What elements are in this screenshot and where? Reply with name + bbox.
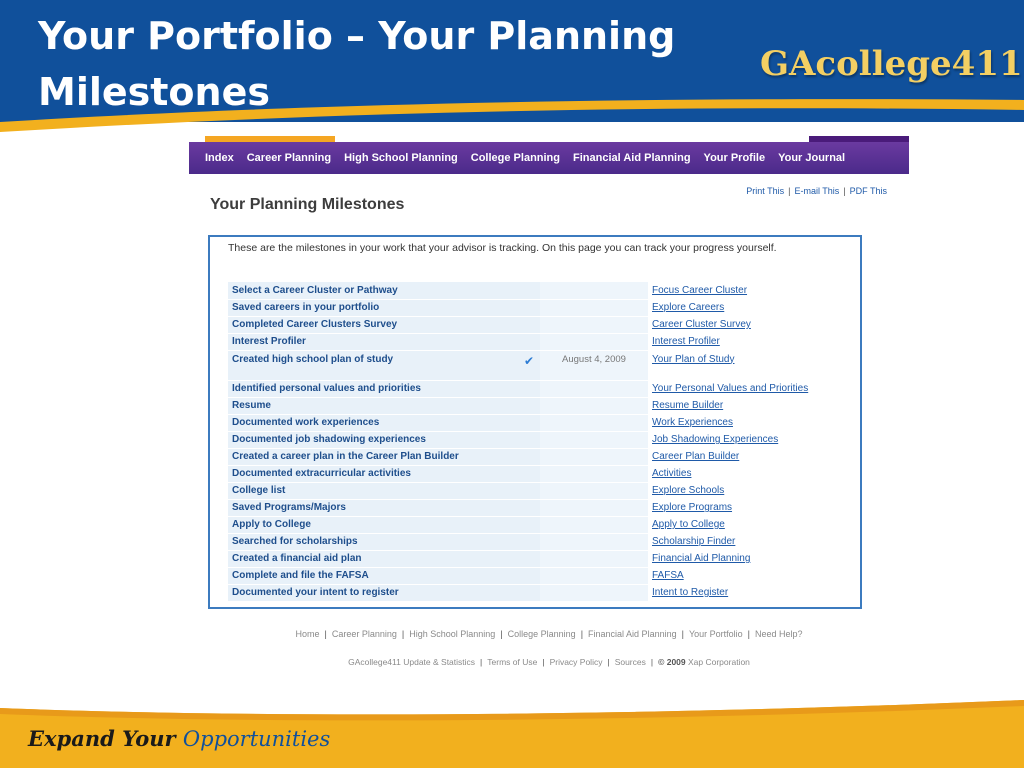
- milestone-row: [228, 516, 848, 533]
- milestone-date: [540, 533, 648, 550]
- milestone-link[interactable]: Explore Programs: [648, 499, 848, 516]
- milestone-date: [540, 431, 648, 448]
- milestone-date: August 4, 2009: [540, 350, 648, 380]
- footer-separator: |: [542, 657, 545, 667]
- milestone-label: Saved Programs/Majors: [228, 499, 518, 516]
- milestone-date: [540, 465, 648, 482]
- nav-item-index[interactable]: Index: [205, 152, 234, 164]
- checkmark-icon: [518, 333, 540, 350]
- milestone-link[interactable]: Job Shadowing Experiences: [648, 431, 848, 448]
- nav-item-career-planning[interactable]: Career Planning: [246, 152, 332, 164]
- checkmark-icon: [518, 282, 540, 299]
- footer-link[interactable]: High School Planning: [409, 629, 496, 639]
- tagline-part2: Opportunities: [182, 727, 331, 751]
- milestone-row: [228, 333, 848, 350]
- milestone-row: [228, 584, 848, 601]
- milestone-date: [540, 333, 648, 350]
- checkmark-icon: [518, 397, 540, 414]
- milestone-link[interactable]: Career Plan Builder: [648, 448, 848, 465]
- milestone-date: [540, 299, 648, 316]
- milestone-row: [228, 448, 848, 465]
- footer-separator: |: [324, 629, 327, 639]
- milestone-link[interactable]: Focus Career Cluster: [648, 282, 848, 299]
- milestone-date: [540, 282, 648, 299]
- milestone-row: [228, 499, 848, 516]
- legal-link[interactable]: Sources: [614, 657, 646, 667]
- slide-title: Your Portfolio – Your Planning Milestones: [38, 14, 676, 114]
- milestone-row: [228, 533, 848, 550]
- milestone-row: [228, 567, 848, 584]
- milestone-label: Identified personal values and priorities: [228, 380, 518, 397]
- print-link[interactable]: Print This: [746, 186, 785, 196]
- milestone-row: [228, 350, 848, 380]
- milestone-label: College list: [228, 482, 518, 499]
- checkmark-icon: [518, 465, 540, 482]
- footer-separator: |: [580, 629, 584, 639]
- milestone-link[interactable]: Resume Builder: [648, 397, 848, 414]
- footer-link[interactable]: College Planning: [507, 629, 576, 639]
- milestone-row: [228, 316, 848, 333]
- footer-separator: |: [500, 629, 503, 639]
- milestone-row: [228, 550, 848, 567]
- milestone-label: Documented job shadowing experiences: [228, 431, 518, 448]
- slide-tagline: [28, 726, 330, 751]
- milestone-date: [540, 397, 648, 414]
- milestone-link[interactable]: Financial Aid Planning: [648, 550, 848, 567]
- nav-item-your-profile[interactable]: Your Profile: [703, 152, 766, 164]
- checkmark-icon: [518, 567, 540, 584]
- nav-item-college-planning[interactable]: College Planning: [470, 152, 560, 164]
- nav-item-your-journal[interactable]: Your Journal: [778, 152, 846, 164]
- milestone-label: Saved careers in your portfolio: [228, 299, 518, 316]
- checkmark-icon: [518, 299, 540, 316]
- checkmark-icon: [518, 380, 540, 397]
- milestone-date: [540, 516, 648, 533]
- milestone-link[interactable]: Your Plan of Study: [648, 350, 848, 380]
- footer-legal: [189, 657, 909, 667]
- milestones-table: [228, 282, 848, 602]
- milestone-label: Searched for scholarships: [228, 533, 518, 550]
- milestone-link[interactable]: Your Personal Values and Priorities: [648, 380, 848, 397]
- milestone-label: Apply to College: [228, 516, 518, 533]
- page-tools: [746, 186, 887, 196]
- footer-separator: |: [681, 629, 684, 639]
- checkmark-icon: [518, 584, 540, 601]
- milestone-row: [228, 465, 848, 482]
- milestone-label: Created a career plan in the Career Plan Builder: [228, 448, 518, 465]
- milestone-link[interactable]: FAFSA: [648, 567, 848, 584]
- milestone-row: [228, 431, 848, 448]
- milestone-row: [228, 397, 848, 414]
- milestones-panel: [208, 235, 862, 609]
- pdf-link[interactable]: PDF This: [849, 186, 887, 196]
- footer-link[interactable]: Your Portfolio: [688, 629, 743, 639]
- footer-link[interactable]: Home: [295, 629, 320, 639]
- milestone-row: [228, 414, 848, 431]
- footer-links: [189, 629, 909, 639]
- gacollege411-logo: GAcollege411: [760, 44, 1023, 84]
- milestone-label: Created a financial aid plan: [228, 550, 518, 567]
- milestone-row: [228, 299, 848, 316]
- milestone-link[interactable]: Interest Profiler: [648, 333, 848, 350]
- checkmark-icon: [518, 316, 540, 333]
- milestone-link[interactable]: Activities: [648, 465, 848, 482]
- checkmark-icon: [518, 516, 540, 533]
- milestone-date: [540, 499, 648, 516]
- milestone-link[interactable]: Apply to College: [648, 516, 848, 533]
- footer-link[interactable]: Career Planning: [331, 629, 397, 639]
- company-name: Xap Corporation: [685, 657, 750, 667]
- checkmark-icon: [518, 499, 540, 516]
- footer-separator: |: [650, 657, 654, 667]
- milestone-link[interactable]: Work Experiences: [648, 414, 848, 431]
- milestone-label: Documented your intent to register: [228, 584, 518, 601]
- milestone-label: Resume: [228, 397, 518, 414]
- legal-link[interactable]: Privacy Policy: [549, 657, 603, 667]
- milestone-row: [228, 282, 848, 299]
- milestone-date: [540, 567, 648, 584]
- intro-text: These are the milestones in your work that your advisor is tracking. On this page you can track your progress yourself.: [228, 242, 777, 254]
- milestone-date: [540, 448, 648, 465]
- milestone-label: Documented extracurricular activities: [228, 465, 518, 482]
- footer-separator: |: [747, 629, 750, 639]
- milestone-label: Interest Profiler: [228, 333, 518, 350]
- tools-separator: |: [843, 186, 846, 196]
- milestone-link[interactable]: Scholarship Finder: [648, 533, 848, 550]
- milestone-row: [228, 380, 848, 397]
- milestone-date: [540, 482, 648, 499]
- page-heading: Your Planning Milestones: [210, 196, 405, 213]
- milestone-label: Completed Career Clusters Survey: [228, 316, 518, 333]
- milestone-date: [540, 550, 648, 567]
- footer-separator: |: [607, 657, 610, 667]
- checkmark-icon: [518, 448, 540, 465]
- tools-separator: |: [788, 186, 791, 196]
- milestone-label: Documented work experiences: [228, 414, 518, 431]
- footer-separator: |: [401, 629, 405, 639]
- milestone-date: [540, 380, 648, 397]
- checkmark-icon: [518, 431, 540, 448]
- milestone-label: Created high school plan of study: [228, 350, 518, 380]
- legal-link[interactable]: Terms of Use: [487, 657, 538, 667]
- checkmark-icon: [518, 533, 540, 550]
- milestone-link[interactable]: Intent to Register: [648, 584, 848, 601]
- milestone-link[interactable]: Explore Schools: [648, 482, 848, 499]
- milestone-row: [228, 482, 848, 499]
- footer-link[interactable]: Need Help?: [754, 629, 803, 639]
- checkmark-icon: ✔: [518, 350, 540, 380]
- copyright: © 2009: [658, 657, 686, 667]
- milestone-link[interactable]: Career Cluster Survey: [648, 316, 848, 333]
- milestone-label: Complete and file the FAFSA: [228, 567, 518, 584]
- checkmark-icon: [518, 482, 540, 499]
- milestone-date: [540, 414, 648, 431]
- email-link[interactable]: E-mail This: [794, 186, 840, 196]
- main-nav: [189, 142, 909, 174]
- legal-link[interactable]: GAcollege411 Update & Statistics: [348, 657, 476, 667]
- checkmark-icon: [518, 550, 540, 567]
- milestone-link[interactable]: Explore Careers: [648, 299, 848, 316]
- nav-item-high-school-planning[interactable]: High School Planning: [344, 152, 458, 164]
- milestone-label: Select a Career Cluster or Pathway: [228, 282, 518, 299]
- nav-item-financial-aid-planning[interactable]: Financial Aid Planning: [573, 152, 691, 164]
- footer-link[interactable]: Financial Aid Planning: [588, 629, 677, 639]
- tagline-part1: Expand Your: [28, 726, 183, 751]
- footer-separator: |: [480, 657, 483, 667]
- checkmark-icon: [518, 414, 540, 431]
- website-screenshot: [189, 130, 909, 680]
- milestone-date: [540, 584, 648, 601]
- milestone-date: [540, 316, 648, 333]
